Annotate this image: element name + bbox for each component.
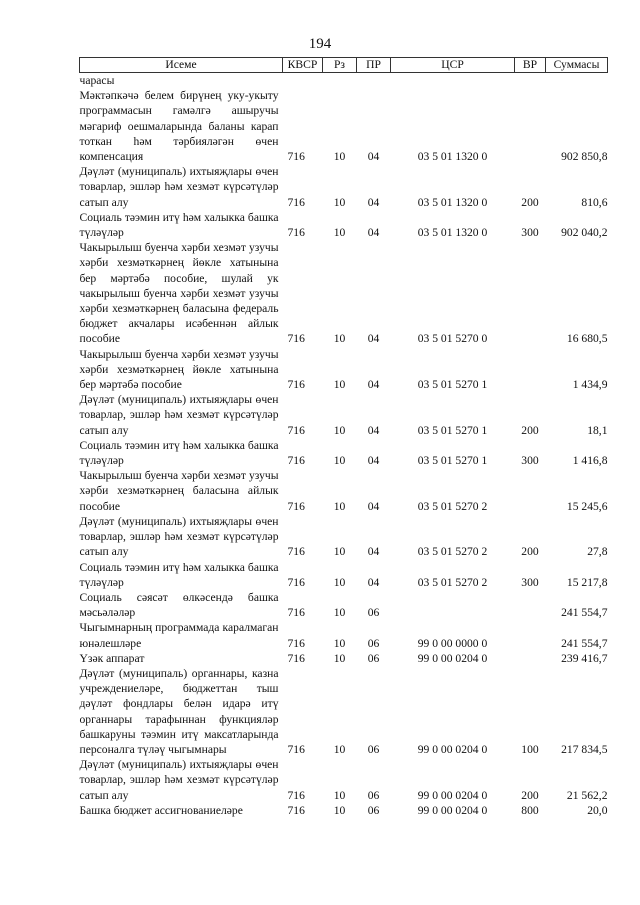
- table-row: [80, 210, 608, 240]
- cell-csr: [391, 73, 515, 89]
- cell-pr: 04: [367, 226, 380, 240]
- cell-kvsr: 716: [287, 454, 305, 468]
- cell-pr: 06: [367, 742, 380, 756]
- cell-kvsr: 716: [287, 651, 305, 665]
- budget-table: [79, 57, 607, 818]
- cell-pr: 04: [367, 378, 380, 392]
- table-row: [80, 240, 608, 346]
- cell-name: Дәүләт (муниципаль) ихтыяҗлары өчен товарлар, эшләр һәм хезмәт күрсәтүләр сатып алу: [79, 758, 279, 802]
- cell-name: Чакырылыш буенча хәрби хезмәт узучы хәрби хезмәткәрнең йөкле хатынына бер мәртәбә пособие: [79, 347, 279, 392]
- cell-name: Чакырылыш буенча хәрби хезмәт узучы хәрби хезмәткәрнең йөкле хатынына бер мәртәбә пособие, шулай ук чакырылыш буенча хәрби хезмәт узучы хәрби хезмәткәрнең баласына федераль бюджет акчалары исәбеннән айлык пособие: [79, 241, 279, 346]
- cell-vr: 300: [521, 226, 539, 240]
- cell-kvsr: [283, 73, 323, 89]
- cell-pr: 04: [367, 575, 380, 589]
- cell-csr: 99 0 00 0000 0: [417, 636, 488, 650]
- cell-pr: 04: [367, 195, 380, 209]
- cell-pr: 06: [367, 636, 380, 650]
- cell-name: Дәүләт (муниципаль) органнары, казна учреждениеләре, бюджеттан тыш дәүләт фондлары белән идарә итү органнары тарафыннан функцияләр башкаруны тәэмин итү максатларында персоналга түләү чыгымнары: [79, 666, 279, 756]
- header-pr: ПР: [357, 58, 391, 73]
- cell-pr: 06: [367, 788, 380, 802]
- table-row: [80, 620, 608, 650]
- cell-csr: 03 5 01 5270 1: [417, 454, 488, 468]
- cell-sum: 902 850,8: [561, 150, 608, 164]
- cell-kvsr: 716: [287, 545, 305, 559]
- cell-pr: 04: [367, 545, 380, 559]
- cell-vr: [515, 651, 546, 666]
- cell-csr: 99 0 00 0204 0: [417, 742, 488, 756]
- cell-sum: 20,0: [587, 803, 608, 817]
- cell-pr: 06: [367, 803, 380, 817]
- table-row: [80, 757, 608, 803]
- header-sum: Суммасы: [546, 58, 608, 73]
- cell-kvsr: 716: [287, 636, 305, 650]
- table-row: [80, 73, 608, 89]
- cell-rz: 10: [333, 423, 346, 437]
- cell-csr: 03 5 01 1320 0: [417, 195, 488, 209]
- table-row: [80, 651, 608, 666]
- cell-vr: 300: [521, 454, 539, 468]
- header-csr: ЦСР: [391, 58, 515, 73]
- cell-name: Социаль тәэмин итү һәм халыкка башка түләүләр: [79, 560, 279, 589]
- cell-pr: 06: [367, 651, 380, 665]
- table-row: [80, 514, 608, 560]
- cell-vr: 100: [521, 742, 539, 756]
- cell-rz: 10: [333, 575, 346, 589]
- cell-sum: 1 416,8: [572, 454, 608, 468]
- cell-rz: 10: [333, 378, 346, 392]
- cell-pr: 04: [367, 150, 380, 164]
- cell-rz: 10: [333, 651, 346, 665]
- cell-csr: 03 5 01 5270 2: [417, 545, 488, 559]
- cell-csr: 03 5 01 5270 1: [417, 378, 488, 392]
- cell-vr: [515, 590, 546, 620]
- cell-csr: 99 0 00 0204 0: [417, 788, 488, 802]
- cell-sum: 15 245,6: [566, 499, 608, 513]
- table-body: [80, 73, 608, 818]
- cell-vr: [515, 88, 546, 164]
- cell-sum: 810,6: [581, 195, 608, 209]
- cell-rz: 10: [333, 742, 346, 756]
- cell-pr: 04: [367, 423, 380, 437]
- table-row: [80, 468, 608, 514]
- cell-rz: 10: [333, 606, 346, 620]
- cell-kvsr: 716: [287, 803, 305, 817]
- cell-rz: 10: [333, 788, 346, 802]
- page-number: 194: [308, 36, 332, 52]
- cell-name: Дәүләт (муниципаль) ихтыяҗлары өчен товарлар, эшләр һәм хезмәт күрсәтүләр сатып алу: [79, 514, 279, 559]
- cell-vr: 200: [521, 423, 539, 437]
- cell-csr: 99 0 00 0204 0: [417, 651, 488, 665]
- table-row: [80, 164, 608, 210]
- budget-table-grid: [79, 57, 608, 818]
- table-row: [80, 560, 608, 590]
- cell-vr: 200: [521, 788, 539, 802]
- cell-csr: 03 5 01 5270 1: [417, 423, 488, 437]
- cell-rz: 10: [333, 226, 346, 240]
- cell-sum: 15 217,8: [566, 575, 608, 589]
- cell-rz: 10: [333, 499, 346, 513]
- cell-pr: 06: [367, 606, 380, 620]
- cell-name: Социаль сәясәт өлкәсендә башка мәсьәләләр: [79, 590, 279, 620]
- cell-vr: [515, 73, 546, 89]
- cell-sum: 21 562,2: [566, 788, 608, 802]
- cell-name: Социаль тәэмин итү һәм халыкка башка түләүләр: [79, 210, 279, 240]
- cell-kvsr: 716: [287, 788, 305, 802]
- cell-sum: 241 554,7: [561, 636, 608, 650]
- cell-rz: 10: [333, 454, 346, 468]
- cell-sum: 18,1: [587, 423, 608, 437]
- cell-sum: 902 040,2: [561, 226, 608, 240]
- cell-sum: [546, 73, 608, 89]
- cell-sum: 27,8: [587, 545, 608, 559]
- cell-vr: 200: [521, 545, 539, 559]
- cell-name: Дәүләт (муниципаль) ихтыяҗлары өчен товарлар, эшләр һәм хезмәт күрсәтүләр сатып алу: [79, 165, 279, 209]
- cell-csr: 99 0 00 0204 0: [417, 803, 488, 817]
- cell-vr: 800: [521, 803, 539, 817]
- cell-rz: 10: [333, 545, 346, 559]
- cell-rz: 10: [333, 332, 346, 346]
- cell-csr: 03 5 01 5270 0: [417, 332, 488, 346]
- cell-name: Чакырылыш буенча хәрби хезмәт узучы хәрби хезмәткәрнең баласына айлык пособие: [79, 469, 279, 513]
- cell-name: Дәүләт (муниципаль) ихтыяҗлары өчен товарлар, эшләр һәм хезмәт күрсәтүләр сатып алу: [79, 393, 279, 437]
- cell-pr: [357, 73, 391, 89]
- cell-vr: [515, 347, 546, 393]
- cell-kvsr: 716: [287, 332, 305, 346]
- table-row: [80, 347, 608, 393]
- cell-csr: 03 5 01 1320 0: [417, 150, 488, 164]
- cell-name: Башка бюджет ассигнованиеләре: [79, 803, 243, 817]
- header-rz: Рз: [323, 58, 357, 73]
- table-row: [80, 88, 608, 164]
- cell-csr: [391, 590, 515, 620]
- cell-vr: 300: [521, 575, 539, 589]
- table-row: [80, 438, 608, 468]
- cell-vr: 200: [521, 195, 539, 209]
- cell-pr: 04: [367, 499, 380, 513]
- table-row: [80, 803, 608, 818]
- cell-vr: [515, 620, 546, 650]
- cell-name: Мәктәпкәчә белем бирүнең уку-укыту программасын гамәлгә ашыручы мәгариф оешмаларында баланы карап тоткан һәм тәрбияләгән өчен компенсация: [79, 89, 279, 164]
- table-header-row: [80, 58, 608, 73]
- header-vr: ВР: [515, 58, 546, 73]
- cell-kvsr: 716: [287, 150, 305, 164]
- cell-rz: 10: [333, 150, 346, 164]
- cell-sum: 16 680,5: [566, 332, 608, 346]
- cell-kvsr: 716: [287, 606, 305, 620]
- cell-rz: 10: [333, 636, 346, 650]
- cell-kvsr: 716: [287, 378, 305, 392]
- cell-kvsr: 716: [287, 423, 305, 437]
- cell-pr: 04: [367, 454, 380, 468]
- cell-kvsr: 716: [287, 195, 305, 209]
- cell-rz: 10: [333, 803, 346, 817]
- cell-csr: 03 5 01 5270 2: [417, 575, 488, 589]
- table-row: [80, 666, 608, 757]
- cell-name: чарасы: [79, 74, 115, 87]
- cell-rz: [323, 73, 357, 89]
- cell-csr: 03 5 01 5270 2: [417, 499, 488, 513]
- table-row: [80, 392, 608, 438]
- cell-kvsr: 716: [287, 499, 305, 513]
- cell-sum: 217 834,5: [561, 742, 608, 756]
- cell-sum: 241 554,7: [561, 606, 608, 620]
- cell-kvsr: 716: [287, 742, 305, 756]
- cell-pr: 04: [367, 332, 380, 346]
- header-kvsr: КВСР: [283, 58, 323, 73]
- cell-sum: 1 434,9: [572, 378, 608, 392]
- cell-kvsr: 716: [287, 226, 305, 240]
- header-name: Исеме: [80, 58, 283, 73]
- cell-name: Социаль тәэмин итү һәм халыкка башка түләүләр: [79, 438, 279, 468]
- cell-vr: [515, 240, 546, 346]
- table-row: [80, 590, 608, 620]
- cell-csr: 03 5 01 1320 0: [417, 226, 488, 240]
- cell-name: Чыгымнарның программада каралмаган юнәлешләре: [79, 621, 279, 650]
- cell-rz: 10: [333, 195, 346, 209]
- cell-sum: 239 416,7: [561, 651, 608, 665]
- cell-vr: [515, 468, 546, 514]
- table-header: [80, 58, 608, 73]
- cell-kvsr: 716: [287, 575, 305, 589]
- cell-name: Үзәк аппарат: [79, 651, 145, 665]
